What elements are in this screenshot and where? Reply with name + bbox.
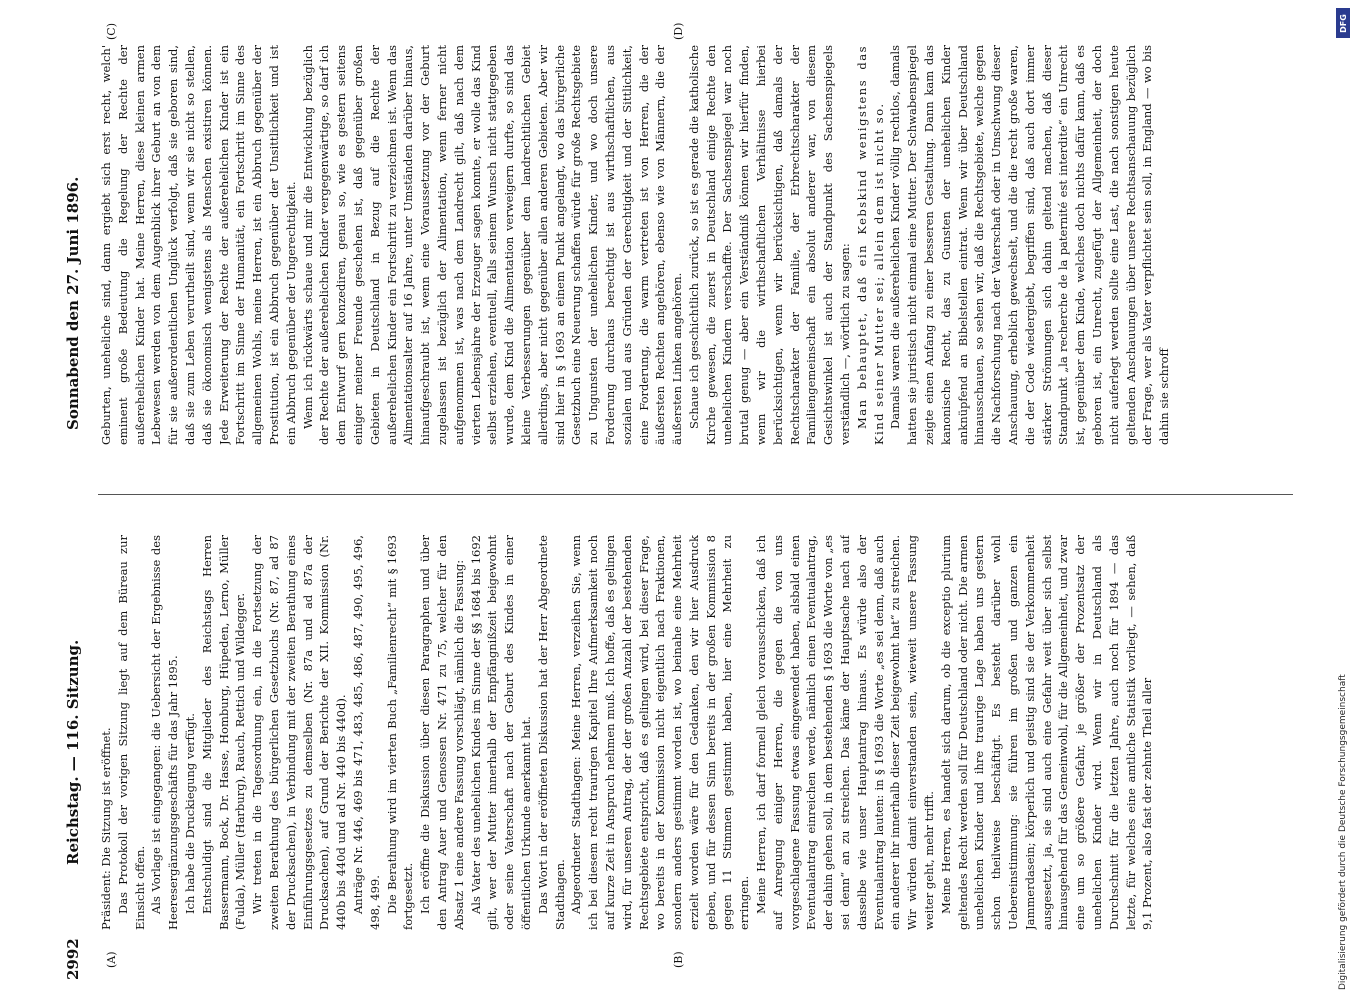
dfg-logo: DFG <box>1336 8 1350 38</box>
section-marker-a: (A) <box>105 951 118 968</box>
paragraph: Ich habe die Druckiegung verfügt. <box>182 713 197 914</box>
document-page <box>60 15 1315 990</box>
speech-paragraph: Damals waren die außerehelichen Kinder völlig rechtlos, damals hatten sie juristisch nicht einmal eine Mutter. Der Schwabenspiegel zeigte einen Anfang zu einer besseren Gestaltung. Dann kam das kanonische Recht, das zu Gunsten der unehelichen Kinder anknüpfend an Bibelstellen eintrat. Wenn wir über Deutschland hinausschauen, so sehen wir, daß die Rechtsgebiete, welche gegen die Nachforschung nach der Vaterschaft oder in Umschwung dieser Anschauung, erheblich gewechselt, und die die recht große waren, die der Code wiedergiebt, begriffen sind, daß auch dort immer stärker Strömungen sich dahin geltend machen, daß dieser Standpunkt „la recherche de la paternité est interdite“ ein Unrecht ist, gegenüber dem Kinde, welches doch nichts dafür kann, daß es geboren ist, ein Unrecht, zugefügt der Allgemeinheit, der doch nicht auferlegt werden sollte eine Last, die nach sonstigen heute geltenden Anschauungen über unsere Rechtsanschauung bezüglich der Frage, wer als Vater verpflichtet sein soll, in England — wo bis dahin sie schroff <box>888 45 1172 445</box>
paragraph: Die Berathung wird im vierten Buch „Familienrecht“ mit § 1693 fortgesetzt. <box>384 535 416 930</box>
page-header <box>60 15 90 990</box>
quotation: Man behauptet, daß ein Kebskind wenigstens das Kind seiner Mutter sei; allein dem ist nicht so. <box>854 45 886 445</box>
quoted-motion: Als Vater des unehelichen Kindes im Sinne der §§ 1684 bis 1692 gilt, wer der Mutter innerhalb der Empfängnißzeit beigewohnt oder seine Vaterschaft nach der Geburt des Kindes in einer öffentlichen Urkunde anerkannt hat. <box>468 535 533 930</box>
section-marker-b: (B) <box>672 951 685 968</box>
paragraph: Das Wort in der eröffneten Diskussion hat der Herr Abgeordnete Stadthagen. <box>535 535 567 930</box>
paragraph: Anträge Nr. 446, 469 bis 471, 483, 485, 486, 487, 490, 495, 496, 498, 499. <box>350 535 382 930</box>
column-divider <box>98 494 1293 495</box>
speech-paragraph: Abgeordneter Stadthagen: Meine Herren, verzeihen Sie, wenn ich bei diesem recht traurigen Kapitel Ihre Aufmerksamkeit noch auf kurze Zeit in Anspruch nehmen muß. Ich hoffe, daß es gelingen wird, für unseren Antrag, der der großen Anzahl der bestehenden Rechtsgebiete entspricht, daß es gelingen wird, bei dieser Frage, wo bereits in der Kommission nicht eigentlich nach Fraktionen, sondern anders gestimmt worden ist, wo beinahe eine Mehrheit erzielt worden wäre für den Gedanken, den wir hier Ausdruck geben, und für dessen Sinn bereits in der großen Kommission 8 gegen 11 Stimmen gestimmt haben, hier eine Mehrheit zu erringen. <box>569 535 752 930</box>
speech-paragraph: Wenn ich rückwärts schaue und mir die Entwicklung bezüglich der Rechte der außerehelichen Kinder vergegenwärtige, so darf ich dem Entwurf gern konzediren, genau so, wie es gestern seitens einiger meiner Freunde geschehen ist, daß gegenüber großen Gebieten in Deutschland in Bezug auf die Rechte der außerehelichen Kinder ein Fortschritt zu verzeichnen ist. Wenn das Alimentationsalter auf 16 Jahre, unter Umständen darüber hinaus, hinaufgeschraubt ist, wenn eine Voraussetzung vor der Geburt zugelassen ist bezüglich der Alimentation, wenn ferner nicht aufgenommen ist, was nach dem Landrecht gilt, daß nach dem vierten Lebensjahre der Erzeuger sagen konnte, er wolle das Kind selbst erziehen, eventuell, falls seinem Wunsch nicht stattgegeben wurde, dem Kind die Alimentation verweigern durfte, so sind das kleine Verbesserungen gegenüber dem landrechtlichen Gebiet allerdings, aber nicht gegenüber allen anderen Gebieten. Aber wir sind hier in § 1693 an einem Punkt angelangt, wo das bürgerliche Gesetzbuch eine Neuerung schaffen würde für große Rechtsgebiete zu Ungunsten der unehelichen Kinder, und wo doch unsere Forderung durchaus berechtigt ist aus wirthschaftlichen, aus sozialen und aus Gründen der Gerechtigkeit und der Sittlichkeit, eine Forderung, die warm vertreten ist von Herren, die der äußersten Rechten angehören, ebenso wie von Männern, die der äußersten Linken angehören. <box>300 45 685 445</box>
speech-paragraph: Schaue ich geschichtlich zurück, so ist es gerade die katholische Kirche gewesen, die zuerst in Deutschland einige Rechte den unehelichen Kindern verschaffte. Der Sachsenspiegel war noch brutal genug — aber ein Verständniß können wir hierfür finden, wenn wir die wirthschaftlichen Verhältnisse hierbei berücksichtigen, wenn wir berücksichtigen, daß damals der Rechtscharakter der Familie, der Erbrechtscharakter der Familiengemeinschaft ein absolut anderer war, von diesem Gesichtswinkel ist auch der Standpunkt des Sachsenspiegels verständlich —, wörtlich zu sagen: <box>686 45 853 445</box>
section-marker-d: (D) <box>672 22 685 40</box>
section-marker-c: (C) <box>105 23 118 40</box>
speech-paragraph: Geburten, uneheliche sind, dann ergiebt sich erst recht, welch' eminent große Bedeutung die Regelung der Rechte der außerehelichen Kinder hat. Meine Herren, diese kleinen armen Lebewesen werden von dem Augenblick ihrer Geburt an von dem für sie außerordentlichen Unglück verfolgt, daß sie geboren sind, daß sie zum Leben verurtheilt sind, wenn wir sie nicht so stellen, daß sie ökonomisch wenigstens als Menschen existiren können. Jede Erweiterung der Rechte der außerehelichen Kinder ist ein Fortschritt im Sinne der Humanität, ein Fortschritt im Sinne des allgemeinen Wohls, meine Herren, ist ein Abbruch gegenüber der Prostitution, ist ein Abbruch gegenüber der Unsittlichkeit und ist ein Abbruch gegenüber der Ungerechtigkeit. <box>99 45 298 445</box>
paragraph: Ich eröffne die Diskussion über diesen Paragraphen und über den Antrag Auer und Genossen Nr. 471 zu 75, welcher für den Absatz 1 eine andere Fassung vorschlägt, nämlich die Fassung: <box>418 535 466 930</box>
paragraph: Präsident: Die Sitzung ist eröffnet. <box>99 727 113 930</box>
right-column <box>98 45 1298 445</box>
page-title: Reichstag. — 116. Sitzung. <box>64 639 82 865</box>
digitization-caption: Digitalisierung gefördert durch die Deutsche Forschungsgemeinschaft <box>1338 674 1348 990</box>
session-date: Sonnabend den 27. Juni 1896. <box>64 176 82 430</box>
page-number: 2992 <box>64 938 82 980</box>
speech-paragraph: Meine Herren, ich darf formell gleich vorausschicken, daß ich auf Anregung einiger Herren, die gegen die von uns vorgeschlagene Fassung etwas eingewendet haben, alsbald einen Eventualantrag einreichen werde, nämlich einen Eventualantrag, der dahin gehen soll, in dem bestehenden § 1693 die Worte von „es sei denn“ an zu streichen. Das käme der Hauptsache nach auf dasselbe wie unser Hauptantrag hinaus. Es würde also der Eventualantrag lauten: in § 1693 die Worte „es sei denn, daß auch ein anderer ihr innerhalb dieser Zeit beigewohnt hat“ zu streichen. Wir würden damit einverstanden sein, wieweit unsere Fassung weiter geht, mehr trifft. <box>754 535 937 930</box>
left-column <box>98 535 1298 930</box>
paragraph: Das Protokoll der vorigen Sitzung liegt auf dem Büreau zur Einsicht offen. <box>115 535 147 930</box>
paragraph: Wir treten in die Tagesordnung ein, in die Fortsetzung der zweiten Berathung des bürgerlichen Gesetzbuchs (Nr. 87, ad 87 der Drucksachen), in Verbindung mit der zweiten Berathung eines Einführungsgesetzes zu demselben (Nr. 87a und ad 87a der Drucksachen), auf Grund der Berichte der XII. Kommission (Nr. 440b bis 440d und ad Nr. 440 bis 440d). <box>250 535 349 930</box>
paragraph: Entschuldigt sind die Mitglieder des Reichstags Herren Bassermann, Bock, Dr. Hasse, Homburg, Hüpeden, Lerno, Müller (Fulda), Müller (Harburg), Rauch, Rettich und Wildegger. <box>199 535 248 930</box>
paragraph: Als Vorlage ist eingegangen: die Uebersicht der Ergebnisse des Heeresergänzungsgeschäfts für das Jahr 1895. <box>149 535 181 930</box>
speech-paragraph: Meine Herren, es handelt sich darum, ob die exceptio plurium geltendes Recht werden soll für Deutschland oder nicht. Die armen unehelichen Kinder und ihre traurige Lage haben uns gestern schon theilweise beschäftigt. Es besteht darüber wohl Uebereinstimmung: sie führen im großen und ganzen ein Jammerdasein; körperlich und geistig sind sie der Verkommenheit ausgesetzt, ja, sie sind auch eine Gefahr weit über sich selbst hinausgehend für das Gemeinwohl, für die Allgemeinheit, und zwar eine um so größere Gefahr, je größer der Prozentsatz der unehelichen Kinder wird. Wenn wir in Deutschland als Durchschnitt für die letzten Jahre, auch noch für 1894 — das letzte, für welches eine amtliche Statistik vorliegt, — sehen, daß 9,1 Prozent, also fast der zehnte Theil aller <box>938 535 1155 930</box>
